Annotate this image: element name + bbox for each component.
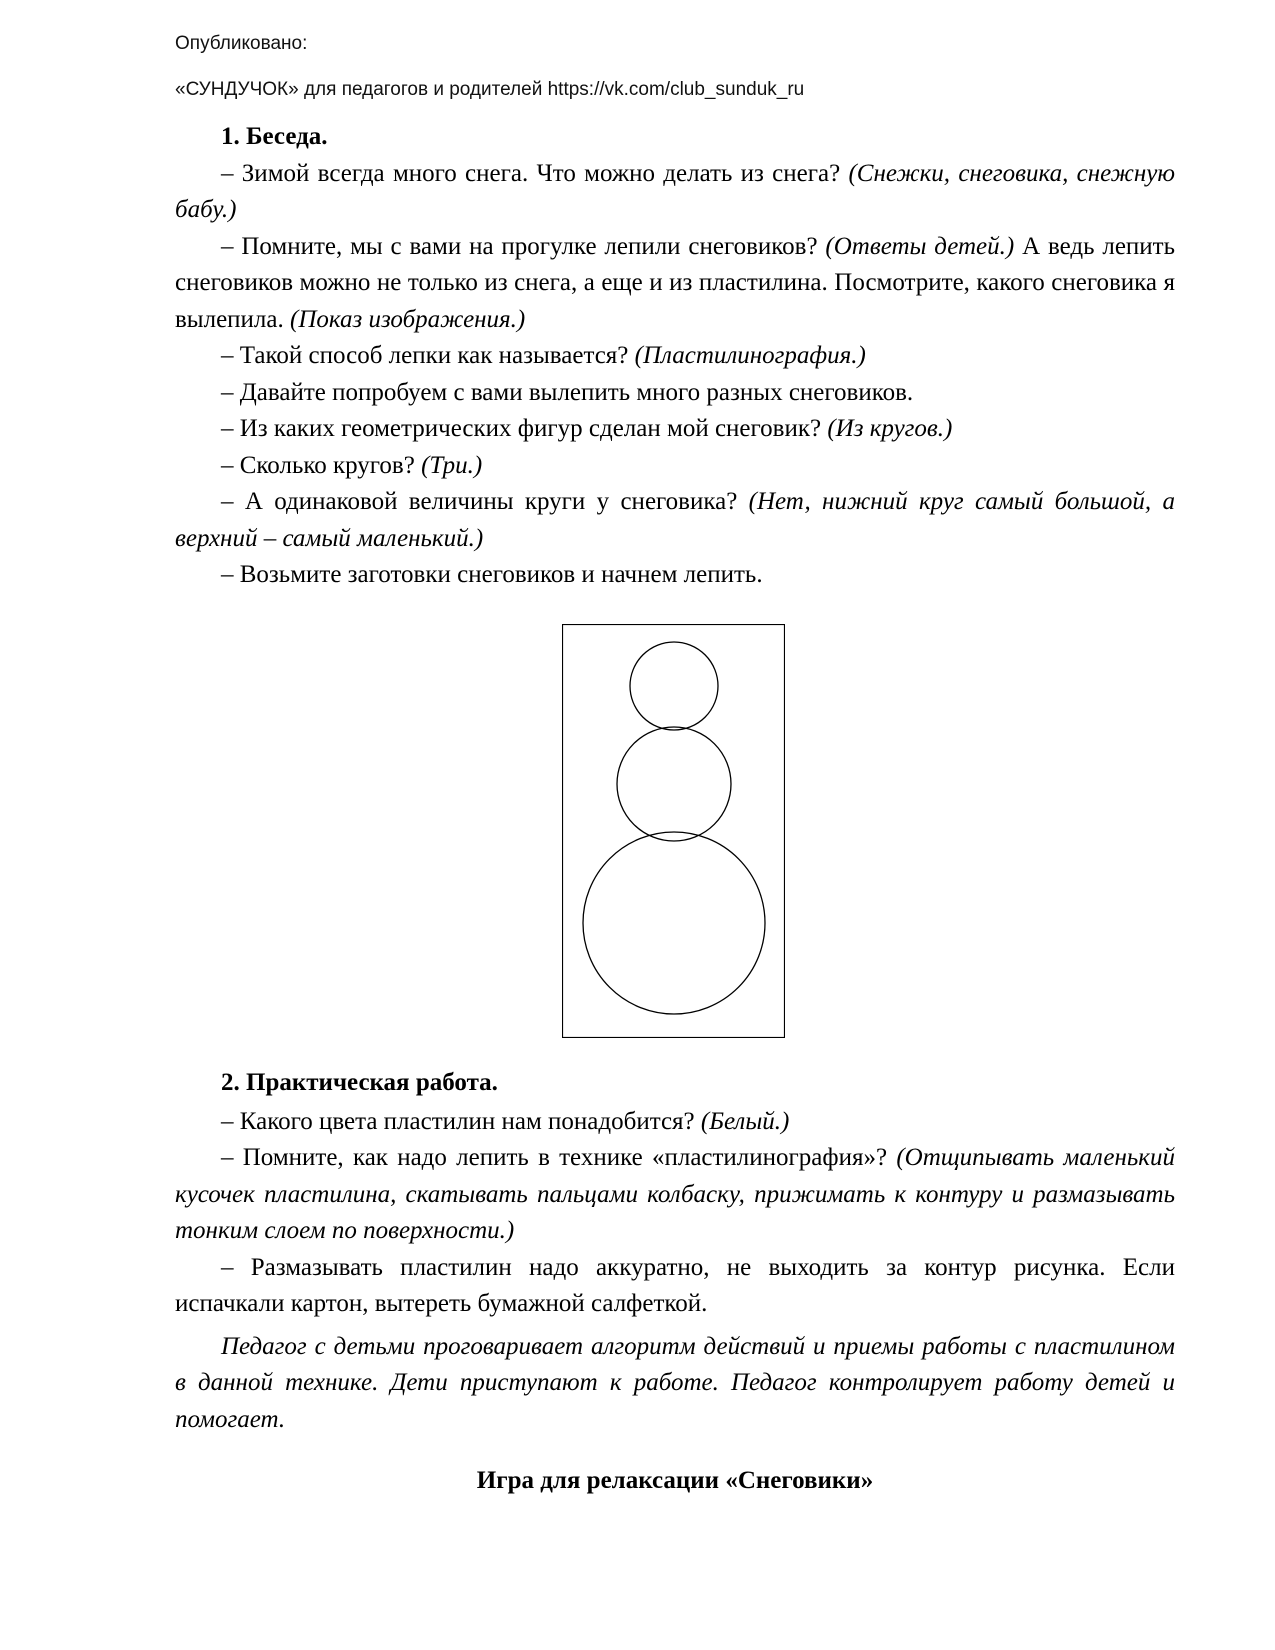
paragraph-answer: (Ответы детей.) [825, 232, 1015, 260]
paragraph-text: – Помните, как надо лепить в технике «пластилинография»? [221, 1144, 897, 1171]
paragraph-text: – Размазывать пластилин надо аккуратно, не выходить за контур рисунка. Если испачкали картон, вытереть бумажной салфеткой. [175, 1253, 1175, 1317]
paragraph [175, 1140, 1175, 1250]
section2-heading: 2. Практическая работа. [221, 1069, 498, 1096]
paragraph-answer: (Снежки, снеговика, снежную бабу.) [175, 159, 1175, 223]
section1-heading: 1. Беседа. [221, 123, 328, 150]
paragraph-text: – Такой способ лепки как называется? [221, 342, 635, 369]
paragraph [175, 411, 1175, 448]
paragraph-text: – Какого цвета пластилин нам понадобится? [221, 1107, 701, 1135]
section-practical-work [175, 1065, 1175, 1438]
figure-frame [563, 625, 785, 1038]
paragraph-text: – Давайте попробуем с вами вылепить много разных снеговиков. [221, 378, 914, 406]
section-conversation [175, 119, 1175, 594]
paragraph-answer: (Пластилинография.) [634, 342, 866, 369]
teacher-note: Педагог с детьми проговаривает алгоритм действий и приемы работы с пластилином в данной технике. Дети приступают к работе. Педагог контролирует работу детей и помогает. [175, 1332, 1175, 1433]
paragraph [175, 156, 1175, 229]
paragraph [175, 484, 1175, 557]
paragraph-text: А ведь лепить снеговиков можно не только из снега, а еще и из пластилина. Посмотрите, какого снеговика я вылепила. [175, 232, 1175, 333]
paragraph-text: – Зимой всегда много снега. Что можно делать из снега? [221, 159, 849, 187]
paragraph-text: – Помните, мы с вами на прогулке лепили снеговиков? [221, 232, 826, 260]
paragraph [175, 229, 1175, 339]
published-label: Опубликовано: [175, 33, 308, 54]
paragraph-answer: (Из кругов.) [827, 415, 953, 442]
paragraph-answer: (Отщипывать маленький кусочек пластилина, скатывать пальцами колбаску, прижимать к контуру и размазывать тонким слоем по поверхности.) [175, 1144, 1175, 1244]
paragraph-text: – Из каких геометрических фигур сделан мой снеговик? [221, 415, 828, 442]
paragraph-answer: (Белый.) [700, 1107, 790, 1135]
snowman-outline-image [562, 624, 785, 1038]
paragraph-text: – Возьмите заготовки снеговиков и начнем лепить. [221, 561, 763, 588]
paragraph [175, 1104, 1175, 1141]
paragraph [175, 338, 1175, 375]
paragraph-answer: (Показ изображения.) [290, 305, 526, 333]
paragraph-answer: (Три.) [421, 451, 483, 479]
paragraph [175, 1250, 1175, 1323]
source-line: «СУНДУЧОК» для педагогов и родителей https://vk.com/club_sunduk_ru [175, 79, 805, 100]
paragraph-text: – А одинаковой величины круги у снеговика? [221, 488, 749, 515]
paragraph [175, 448, 1175, 485]
paragraph [175, 375, 1175, 412]
paragraph-text: – Сколько кругов? [221, 451, 422, 479]
relaxation-game-title: Игра для релаксации «Снеговики» [476, 1467, 874, 1494]
snowman-figure [562, 624, 785, 1038]
paragraph-answer: (Нет, нижний круг самый большой, а верхний – самый маленький.) [175, 488, 1176, 552]
paragraph [175, 557, 1175, 594]
